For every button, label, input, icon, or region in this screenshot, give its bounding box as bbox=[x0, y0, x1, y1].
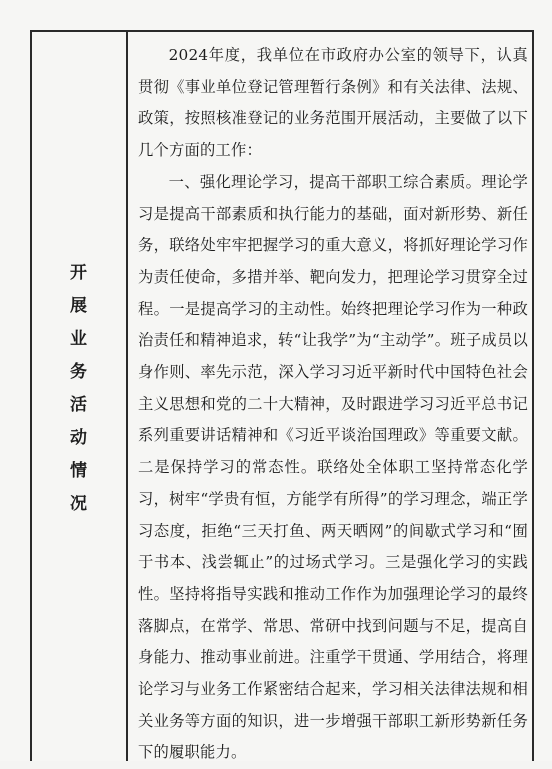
row-label-char: 动 bbox=[70, 428, 88, 448]
row-label-char: 务 bbox=[70, 362, 88, 382]
row-label-char: 活 bbox=[70, 395, 88, 415]
column-divider bbox=[126, 32, 128, 761]
row-label-char: 况 bbox=[70, 494, 88, 514]
activity-description bbox=[138, 40, 528, 769]
row-label-char: 展 bbox=[70, 296, 88, 316]
row-label bbox=[32, 257, 126, 521]
form-table bbox=[30, 30, 534, 761]
section-one-paragraph: 一、强化理论学习，提高干部职工综合素质。理论学习是提高干部素质和执行能力的基础，面对新形势、新任务，联络处牢牢把握学习的重大意义，将抓好理论学习作为责任使命，多措并举、靶向发力，把理论学习贯穿全过程。一是提高学习的主动性。始终把理论学习作为一种政治责任和精神追求，转“让我学”为“主动学”。班子成员以身作则、率先示范，深入学习习近平新时代中国特色社会主义思想和党的二十大精神，及时跟进学习习近平总书记系列重要讲话精神和《习近平谈治国理政》等重要文献。二是保持学习的常态性。联络处全体职工坚持常态化学习，树牢“学贵有恒，方能学有所得”的学习理念，端正学习态度，拒绝“三天打鱼、两天晒网”的间歇式学习和“囿于书本、浅尝辄止”的过场式学习。三是强化学习的实践性。坚持将指导实践和推动工作作为加强理论学习的最终落脚点，在常学、常思、常研中找到问题与不足，提高自身能力、推动事业前进。注重学干贯通、学用结合，将理论学习与业务工作紧密结合起来，学习相关法律法规和相关业务等方面的知识，进一步增强干部职工新形势新任务下的履职能力。 bbox=[138, 172, 528, 762]
row-label-char: 开 bbox=[70, 263, 88, 283]
row-label-char: 情 bbox=[70, 461, 88, 481]
row-label-char: 业 bbox=[70, 329, 88, 349]
intro-paragraph: 2024年度，我单位在市政府办公室的领导下，认真贯彻《事业单位登记管理暂行条例》和有关法律、法规、政策，按照核准登记的业务范围开展活动，主要做了以下几个方面的工作： bbox=[138, 46, 528, 160]
